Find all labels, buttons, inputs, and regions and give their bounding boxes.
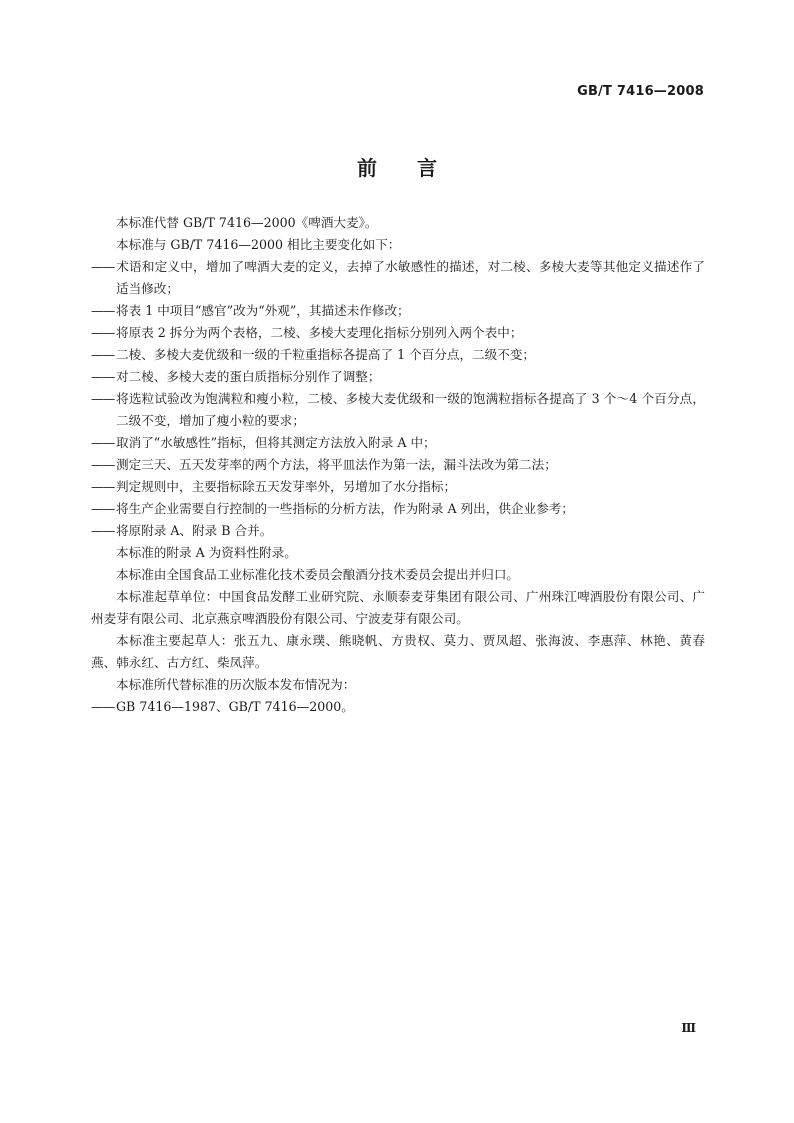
document-body [91,212,705,718]
change-item-text: 将原表 2 拆分为两个表格，二棱、多棱大麦理化指标分别列入两个表中； [116,325,523,340]
body-paragraph: 本标准的附录 A 为资料性附录。 [116,545,297,560]
change-item-text: 将表 1 中项目“感官”改为“外观”，其描述未作修改； [116,303,410,318]
dash-marker: —— [91,391,115,406]
change-item [91,300,705,322]
change-item [91,498,705,520]
dash-marker: —— [91,303,115,318]
page-title: 前言 [357,156,477,180]
dash-marker: —— [91,479,115,494]
dash-marker: —— [91,347,115,362]
dash-marker: —— [91,523,115,538]
body-paragraph: 本标准所代替标准的历次版本发布情况为： [116,677,356,692]
history-item [91,696,705,718]
dash-marker: —— [91,325,115,340]
change-item-text: 判定规则中，主要指标除五天发芽率外，另增加了水分指标； [116,479,457,494]
change-item-text: 二棱、多棱大麦优级和一级的千粒重指标各提高了 1 个百分点，二级不变； [116,347,536,362]
dash-marker: —— [91,501,115,516]
page-number: Ⅲ [681,1021,696,1035]
intro-paragraph: 本标准与 GB/T 7416—2000 相比主要变化如下： [116,237,401,252]
change-item-text: 将选粒试验改为饱满粒和瘦小粒，二棱、多棱大麦优级和一级的饱满粒指标各提高了 3 个～4 个百分点，二级不变，增加了瘦小粒的要求； [116,391,705,428]
change-item [91,454,705,476]
intro-paragraph: 本标准代替 GB/T 7416—2000《啤酒大麦》。 [116,215,378,230]
change-item-text: 取消了“水敏感性”指标，但将其测定方法放入附录 A 中； [116,435,436,450]
change-item-text: 将生产企业需要自行控制的一些指标的分析方法，作为附录 A 列出，供企业参考； [116,501,574,516]
standard-code: GB/T 7416—2008 [577,84,704,99]
dash-marker: —— [91,435,115,450]
dash-marker: —— [91,457,115,472]
change-item [91,322,705,344]
change-item [91,520,705,542]
body-paragraph: 本标准由全国食品工业标准化技术委员会酿酒分技术委员会提出并归口。 [116,567,519,582]
change-item [91,366,705,388]
change-item [91,256,705,300]
dash-marker: —— [91,259,115,274]
dash-marker: —— [91,369,115,384]
change-item [91,432,705,454]
change-item-text: 对二棱、多棱大麦的蛋白质指标分别作了调整； [116,369,381,384]
body-paragraph: 本标准起草单位：中国食品发酵工业研究院、永顺泰麦芽集团有限公司、广州珠江啤酒股份有限公司、广州麦芽有限公司、北京燕京啤酒股份有限公司、宁波麦芽有限公司。 [91,589,705,626]
dash-marker: —— [91,699,115,714]
change-item [91,344,705,366]
change-item [91,476,705,498]
history-item-text: GB 7416—1987、GB/T 7416—2000。 [116,699,354,714]
change-item [91,388,705,432]
change-item-text: 将原附录 A、附录 B 合并。 [116,523,273,538]
change-item-text: 术语和定义中，增加了啤酒大麦的定义，去掉了水敏感性的描述，对二棱、多棱大麦等其他定义描述作了适当修改； [116,259,705,296]
change-item-text: 测定三天、五天发芽率的两个方法，将平皿法作为第一法，漏斗法改为第二法； [116,457,557,472]
body-paragraph: 本标准主要起草人：张五九、康永璞、熊晓帆、方贵权、莫力、贾凤超、张海波、李惠萍、林艳、黄春燕、韩永红、古方红、柴凤萍。 [91,633,705,670]
